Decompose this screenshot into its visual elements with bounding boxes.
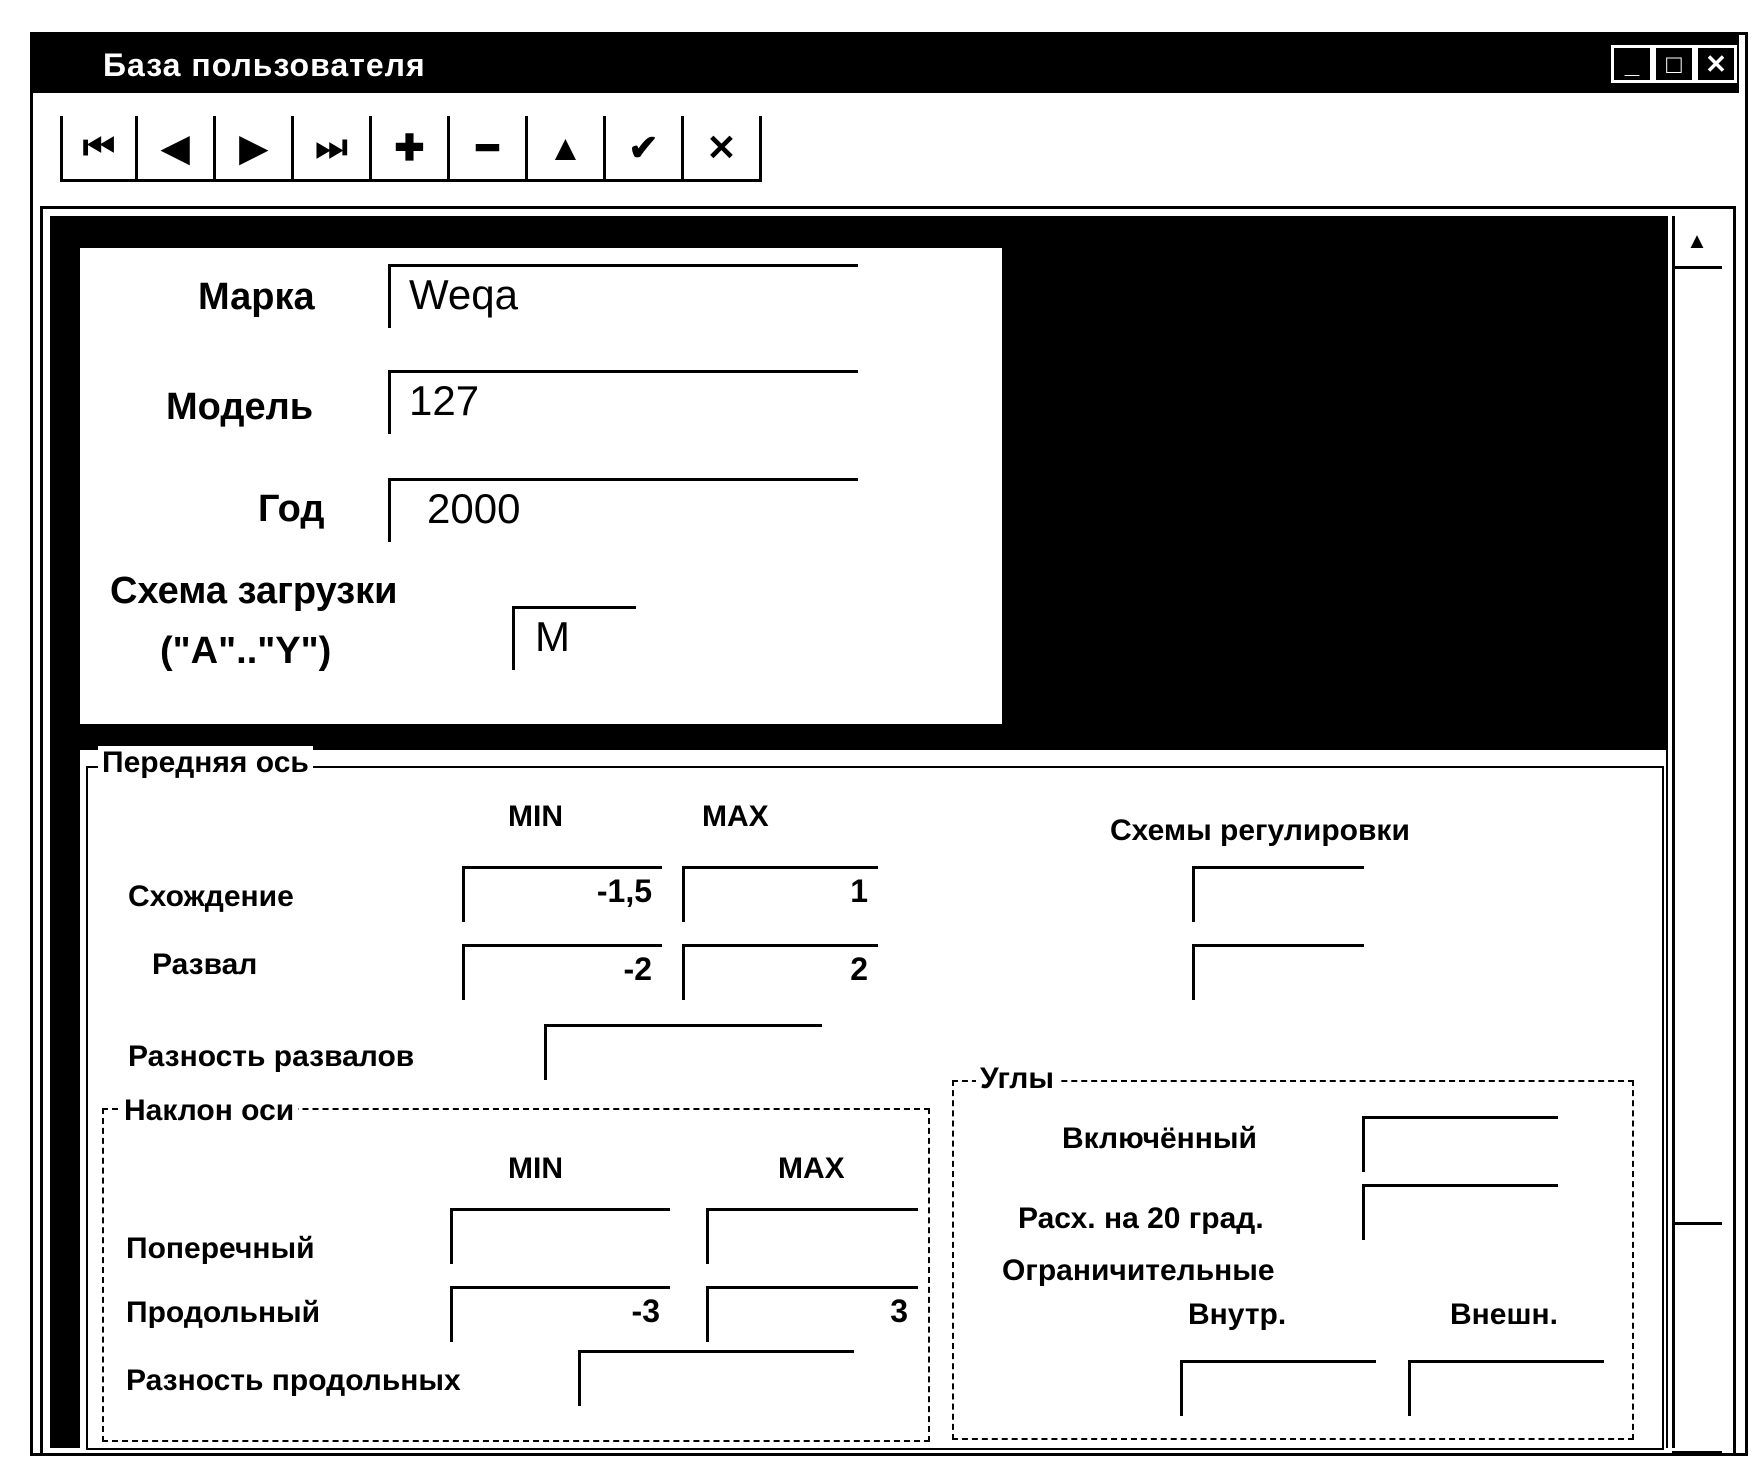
close-button[interactable]: ✕	[1695, 45, 1737, 83]
camber-diff-input[interactable]	[544, 1024, 822, 1080]
inner-limit-input[interactable]	[1180, 1360, 1376, 1416]
scheme-label: Схема загрузки	[110, 570, 398, 612]
year-input[interactable]: 2000	[388, 478, 858, 542]
model-input[interactable]: 127	[388, 370, 858, 434]
transverse-label: Поперечный	[126, 1232, 315, 1265]
add-record-button[interactable]: ✚	[372, 116, 450, 182]
window-title: База пользователя	[103, 47, 426, 83]
front-min-header: MIN	[508, 800, 563, 833]
long-diff-label: Разность продольных	[126, 1364, 461, 1397]
included-angle-label: Включённый	[1062, 1122, 1257, 1155]
front-axle-legend: Передняя ось	[98, 746, 313, 780]
long-diff-input[interactable]	[578, 1350, 854, 1406]
scheme-range-label: ("A".."Y")	[160, 630, 332, 672]
scroll-thumb[interactable]	[1672, 1222, 1722, 1454]
longitudinal-label: Продольный	[126, 1296, 321, 1329]
maximize-button[interactable]: □	[1653, 45, 1695, 83]
title-bar[interactable]	[33, 35, 1739, 93]
record-navigator	[60, 116, 762, 182]
transverse-min-input[interactable]	[450, 1208, 670, 1264]
scheme-input[interactable]: M	[512, 606, 636, 670]
included-angle-input[interactable]	[1362, 1116, 1558, 1172]
front-max-header: MAX	[702, 800, 769, 833]
camber-min-input[interactable]: -2	[462, 944, 662, 1000]
marka-input[interactable]: Weqa	[388, 264, 858, 328]
outer-limit-input[interactable]	[1408, 1360, 1604, 1416]
prev-record-button[interactable]: ◀	[138, 116, 216, 182]
camber-adjust-input[interactable]	[1192, 944, 1364, 1000]
longitudinal-max-input[interactable]: 3	[706, 1286, 918, 1342]
camber-max-input[interactable]: 2	[682, 944, 878, 1000]
toe20-input[interactable]	[1362, 1184, 1558, 1240]
toe-max-input[interactable]: 1	[682, 866, 878, 922]
minimize-button[interactable]: _	[1611, 45, 1653, 83]
limit-label: Ограничительные	[1002, 1254, 1275, 1287]
next-record-button[interactable]: ▶	[216, 116, 294, 182]
toe-label: Схождение	[128, 880, 294, 913]
year-label: Год	[258, 488, 325, 530]
camber-diff-label: Разность развалов	[128, 1040, 415, 1073]
scroll-up-arrow-icon[interactable]: ▲	[1672, 216, 1722, 269]
post-record-button[interactable]: ✔	[606, 116, 684, 182]
outer-label: Внешн.	[1450, 1298, 1558, 1331]
inner-label: Внутр.	[1188, 1298, 1287, 1331]
camber-label: Развал	[152, 948, 258, 981]
last-record-button[interactable]: ⏭	[294, 116, 372, 182]
toe-min-input[interactable]: -1,5	[462, 866, 662, 922]
edit-record-button[interactable]: ▲	[528, 116, 606, 182]
delete-record-button[interactable]: ━	[450, 116, 528, 182]
axis-tilt-legend: Наклон оси	[120, 1094, 298, 1128]
toe-adjust-input[interactable]	[1192, 866, 1364, 922]
longitudinal-min-input[interactable]: -3	[450, 1286, 670, 1342]
cancel-record-button[interactable]: ✕	[684, 116, 762, 182]
marka-label: Марка	[198, 276, 315, 318]
tilt-min-header: MIN	[508, 1152, 563, 1185]
first-record-button[interactable]: ⏮	[60, 116, 138, 182]
tilt-max-header: MAX	[778, 1152, 845, 1185]
transverse-max-input[interactable]	[706, 1208, 918, 1264]
model-label: Модель	[166, 386, 314, 428]
adjust-scheme-label: Схемы регулировки	[1110, 814, 1410, 847]
angles-legend: Углы	[976, 1062, 1058, 1096]
toe20-label: Расх. на 20 град.	[1018, 1202, 1264, 1235]
